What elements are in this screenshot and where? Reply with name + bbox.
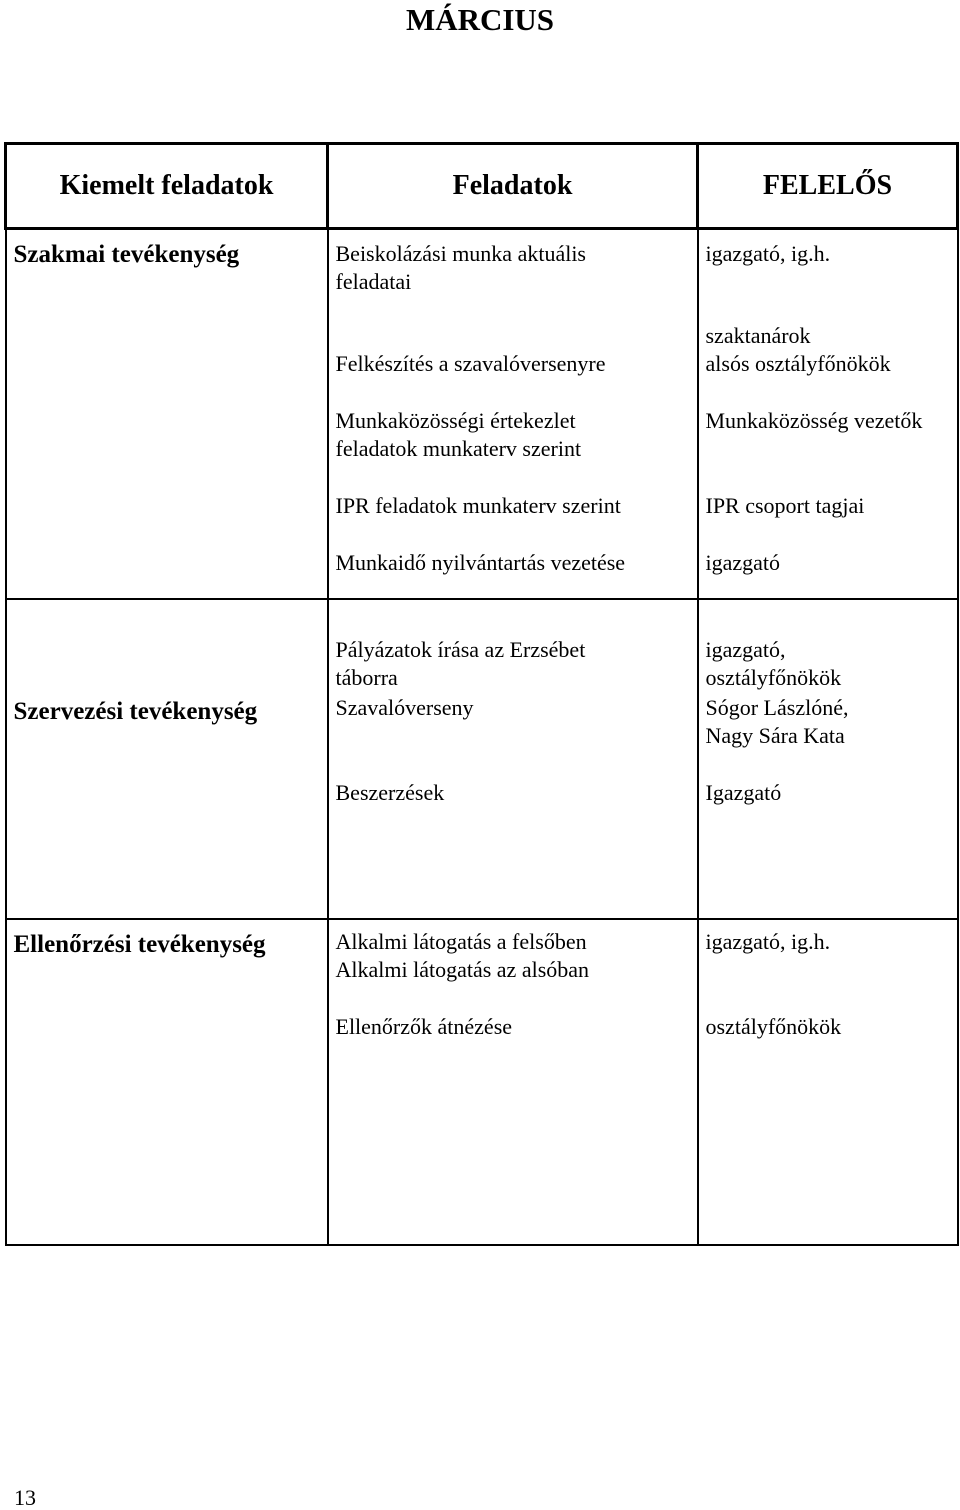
table-header-row — [6, 144, 958, 229]
tasks-cell — [328, 919, 698, 1246]
category-cell — [6, 919, 328, 1246]
header-responsible: FELELŐS — [698, 144, 958, 229]
task-item: Beszerzések — [335, 779, 445, 805]
tasks-cell — [328, 229, 698, 599]
responsible-item: igazgató, ig.h. — [705, 241, 831, 266]
header-tasks: Feladatok — [328, 144, 698, 229]
page-title: MÁRCIUS — [405, 2, 555, 37]
responsible-cell — [698, 919, 958, 1246]
responsible-cell — [698, 229, 958, 599]
responsible-item: Munkaközösség vezetők — [705, 408, 923, 433]
page-number: 13 — [14, 1485, 36, 1510]
responsible-item: igazgató, osztályfőnökök — [705, 636, 842, 690]
category-cell — [6, 599, 328, 919]
table-row — [6, 919, 958, 1246]
task-item: Pályázatok írása az Erzsébet táborra — [335, 636, 586, 690]
responsible-item: osztályfőnökök — [705, 1013, 842, 1039]
category-label: Ellenőrzési tevékenység — [13, 930, 266, 958]
responsible-item: szaktanárok alsós osztályfőnökök — [705, 323, 891, 376]
task-table — [4, 142, 959, 1246]
task-item: Beiskolázási munka aktuális feladatai — [335, 241, 586, 294]
tasks-cell — [328, 599, 698, 919]
table-row — [6, 229, 958, 599]
responsible-cell — [698, 599, 958, 919]
category-cell — [6, 229, 328, 599]
table-row — [6, 599, 958, 919]
task-item: Munkaközösségi értekezlet feladatok munkaterv szerint — [335, 408, 582, 461]
task-item: Munkaidő nyilvántartás vezetése — [335, 550, 626, 575]
category-label: Szervezési tevékenység — [13, 697, 258, 725]
task-item: Felkészítés a szavalóversenyre — [335, 351, 606, 376]
responsible-item: igazgató — [705, 550, 781, 575]
task-item: Alkalmi látogatás a felsőben Alkalmi látogatás az alsóban — [335, 928, 590, 982]
responsible-item: IPR csoport tagjai — [705, 493, 865, 518]
responsible-item: Sógor Lászlóné, Nagy Sára Kata — [705, 694, 849, 748]
responsible-item: Igazgató — [705, 779, 782, 805]
task-item: Ellenőrzők átnézése — [335, 1013, 513, 1039]
task-item: Szavalóverseny — [335, 694, 474, 720]
responsible-item: igazgató, ig.h. — [705, 928, 831, 954]
task-item: IPR feladatok munkaterv szerint — [335, 493, 621, 518]
header-highlighted-tasks: Kiemelt feladatok — [6, 144, 328, 229]
category-label: Szakmai tevékenység — [13, 241, 240, 268]
